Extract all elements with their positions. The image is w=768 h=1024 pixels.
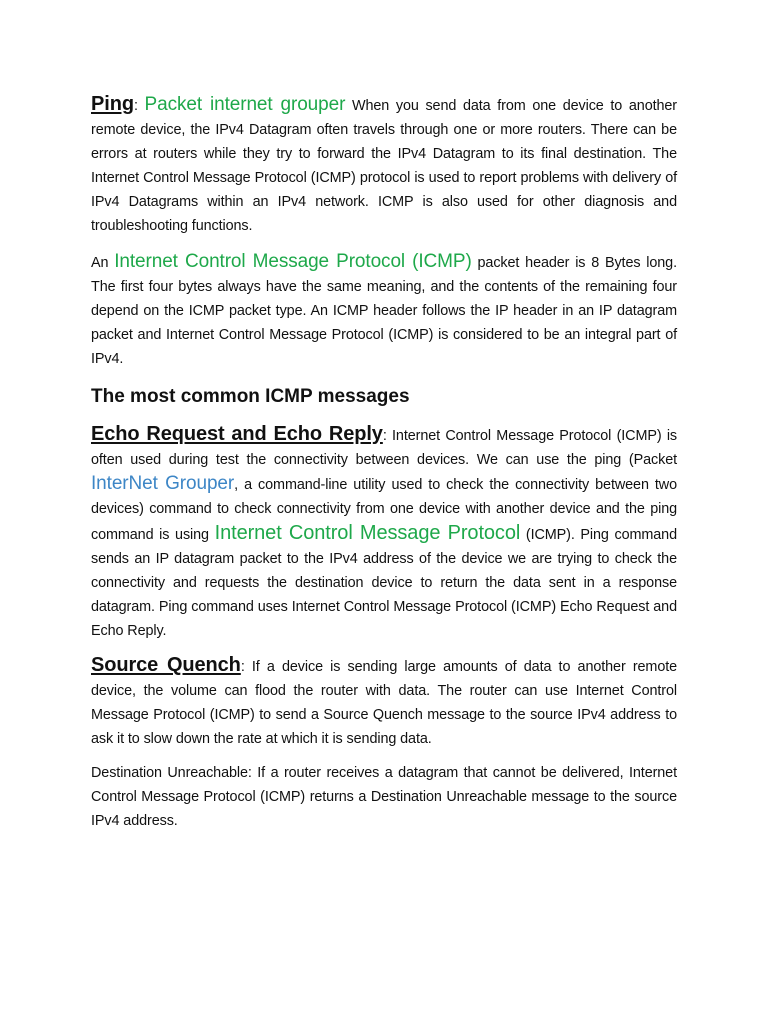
icmp-intro-paragraph <box>91 250 677 371</box>
echo-paragraph <box>91 422 677 643</box>
ping-body: When you send data from one device to another remote device, the IPv4 Datagram often travels through one or more routers. There can be errors at routers while they try to forward the IPv4 Datagram to its final destination. The Internet Control Message Protocol (ICMP) protocol is used to report problems with delivery of IPv4 Datagrams within an IPv4 network. ICMP is also used for other diagnosis and troubleshooting functions. <box>91 98 677 234</box>
echo-link-internet-grouper[interactable]: InterNet Grouper <box>91 473 235 494</box>
destination-unreachable-paragraph: Destination Unreachable: If a router receives a datagram that cannot be delivered, Internet Control Message Protocol (ICMP) returns a Destination Unreachable message to the source IPv4 address. <box>91 765 677 829</box>
icmp-intro-body: packet header is 8 Bytes long. The first four bytes always have the same meaning, and the contents of the remaining four depend on the ICMP packet type. An ICMP header follows the IP header in an IP datagram packet and Internet Control Message Protocol (ICMP) is considered to be an integral part of IPv4. <box>91 255 677 367</box>
echo-body-1: Internet Control Message Protocol (ICMP) is often used during test the connectivity between devices. We can use the ping (Packet <box>91 428 678 468</box>
ping-term: Ping <box>91 93 134 115</box>
echo-link-icmp[interactable]: Internet Control Message Protocol <box>214 522 521 544</box>
source-quench-term: Source Quench <box>91 654 241 676</box>
icmp-intro-lead: An <box>91 255 115 271</box>
ping-expansion: Packet internet grouper <box>144 94 346 115</box>
echo-term: Echo Request and Echo Reply <box>91 423 383 445</box>
ping-paragraph <box>91 92 677 238</box>
icmp-intro-name: Internet Control Message Protocol (ICMP) <box>114 251 472 272</box>
echo-body-2: , a command-line utility used to check the connectivity between two devices) command to check connectivity from one device with another device and the ping command is using <box>91 477 677 543</box>
source-quench-separator: : <box>240 659 252 675</box>
echo-separator: : <box>382 428 393 444</box>
source-quench-body: If a device is sending large amounts of data to another remote device, the volume can flood the router with data. The router can use Internet Control Message Protocol (ICMP) to send a Source Quench message to the source IPv4 address to ask it to slow down the rate at which it is sending data. <box>91 659 678 747</box>
ping-separator: : <box>133 98 145 114</box>
section-heading: The most common ICMP messages <box>91 386 410 407</box>
document-page <box>91 92 677 833</box>
source-quench-paragraph <box>91 653 677 751</box>
echo-body-3: (ICMP). Ping command sends an IP datagram packet to the IPv4 address of the device we are trying to check the connectivity and requests the destination device to return the data sent in a response datagram. Ping command uses Internet Control Message Protocol (ICMP) Echo Request and Echo Reply. <box>91 527 677 639</box>
